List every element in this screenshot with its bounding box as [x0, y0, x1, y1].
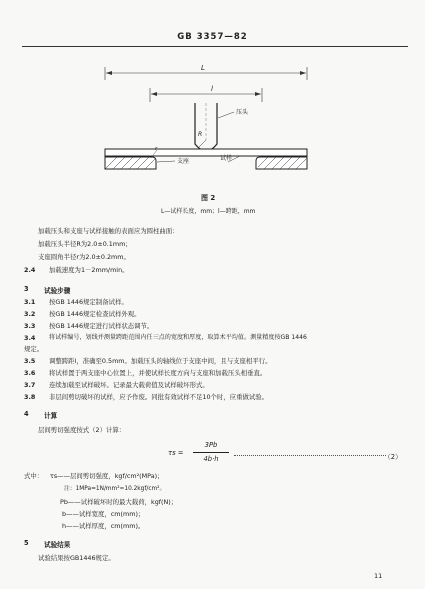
support-label: 支座 [177, 158, 190, 165]
loading-head-label: 压头 [236, 109, 249, 116]
page-number: 11 [374, 572, 383, 580]
section-title: 计算 [44, 412, 58, 420]
loading-head [195, 103, 249, 151]
section-title: 试验结果 [44, 541, 71, 549]
clause-text-continued: 规定。 [24, 345, 44, 353]
document-header: GB 3357—82 [177, 32, 248, 42]
contact-surface-intro: 加载压头和支座与试样接触的表面应为圆柱曲面： [38, 227, 179, 235]
figure-legend: L—试样长度，mm；l—跨距，mm [161, 208, 256, 215]
clause-number: 3.3 [24, 322, 36, 330]
formula-denominator: 4b·h [203, 455, 219, 463]
radius-r-label: r [155, 146, 158, 152]
clause-number: 3.1 [24, 298, 36, 306]
clause-text: 按GB 1446规定制备试样。 [49, 298, 128, 306]
clause-text: 调整跨距l，准确至0.5mm。加载压头的轴线位于支座中间，且与支座相平行。 [49, 357, 272, 365]
loading-head-radius: 加载压头半径R为2.0±0.1mm； [38, 240, 132, 248]
symbol-definition: h——试样厚度，cm(mm)。 [62, 522, 145, 530]
clause-text: 将试样编号，划线并测量跨距范围内任三点的宽度和厚度，取算术平均值。测量精度按GB 1446 [49, 334, 307, 341]
section-title: 试验步骤 [44, 287, 71, 295]
figure-caption: 图 2 [201, 194, 216, 202]
clause-text: 将试样置于两支座中心位置上，并使试样长度方向与支座和加载压头相垂直。 [49, 369, 267, 377]
header-rule [22, 46, 408, 47]
clause-number: 3.7 [24, 381, 36, 389]
clause-number: 2.4 [24, 266, 36, 274]
formula-numerator: 3Pb [204, 441, 218, 449]
clause-text: 按GB 1446规定检查试样外观。 [49, 310, 141, 318]
unit-note: 注：1MPa=1N/mm²≈10.2kgf/cm²。 [64, 486, 166, 492]
formula-leader-dots [234, 455, 386, 456]
symbol-definition: b——试样宽度，cm(mm)； [62, 510, 145, 518]
fraction-bar [193, 452, 229, 453]
clause-number: 3.5 [24, 357, 36, 365]
clause-number: 3.4 [24, 334, 36, 342]
section-number: 3 [24, 285, 29, 293]
dimension-L-label: L [201, 64, 205, 72]
clause-text: 加载速度为1－2mm/min。 [49, 266, 129, 274]
dimension-L [105, 64, 307, 80]
formula-number: （2） [384, 453, 402, 461]
where-label: 式中： [24, 472, 44, 480]
figure-2-diagram [0, 50, 425, 215]
clause-number: 3.2 [24, 310, 36, 318]
specimen-label: 试样 [220, 155, 233, 162]
clause-text: 按GB 1446规定进行试样状态调节。 [49, 322, 154, 330]
clause-number: 3.8 [24, 393, 36, 401]
support-radius: 支座圆角半径r为2.0±0.2mm。 [38, 253, 130, 261]
section-number: 4 [24, 410, 29, 418]
section-number: 5 [24, 539, 29, 547]
clause-text: 非层间剪切破坏的试样，应予作废。同批有效试样不足10个时，应重做试验。 [49, 393, 269, 401]
dimension-l [150, 85, 262, 102]
dimension-l-label: l [211, 85, 213, 93]
clause-text: 连续加载至试样破坏。记录最大载荷值及试样破坏形式。 [49, 381, 209, 389]
specimen-bar [105, 149, 307, 156]
right-support [256, 157, 307, 169]
symbol-definition: τs——层间剪切强度，kgf/cm²(MPa)； [50, 472, 164, 480]
symbol-definition: Pb——试样破坏时的最大载荷，kgf(N)； [60, 498, 178, 506]
clause-number: 3.6 [24, 369, 36, 377]
results-text: 试验结果按GB1446规定。 [38, 554, 115, 562]
calculation-intro: 层间剪切强度按式（2）计算： [38, 426, 126, 434]
formula-lhs: τs = [168, 449, 184, 457]
radius-R-label: R [198, 131, 203, 138]
